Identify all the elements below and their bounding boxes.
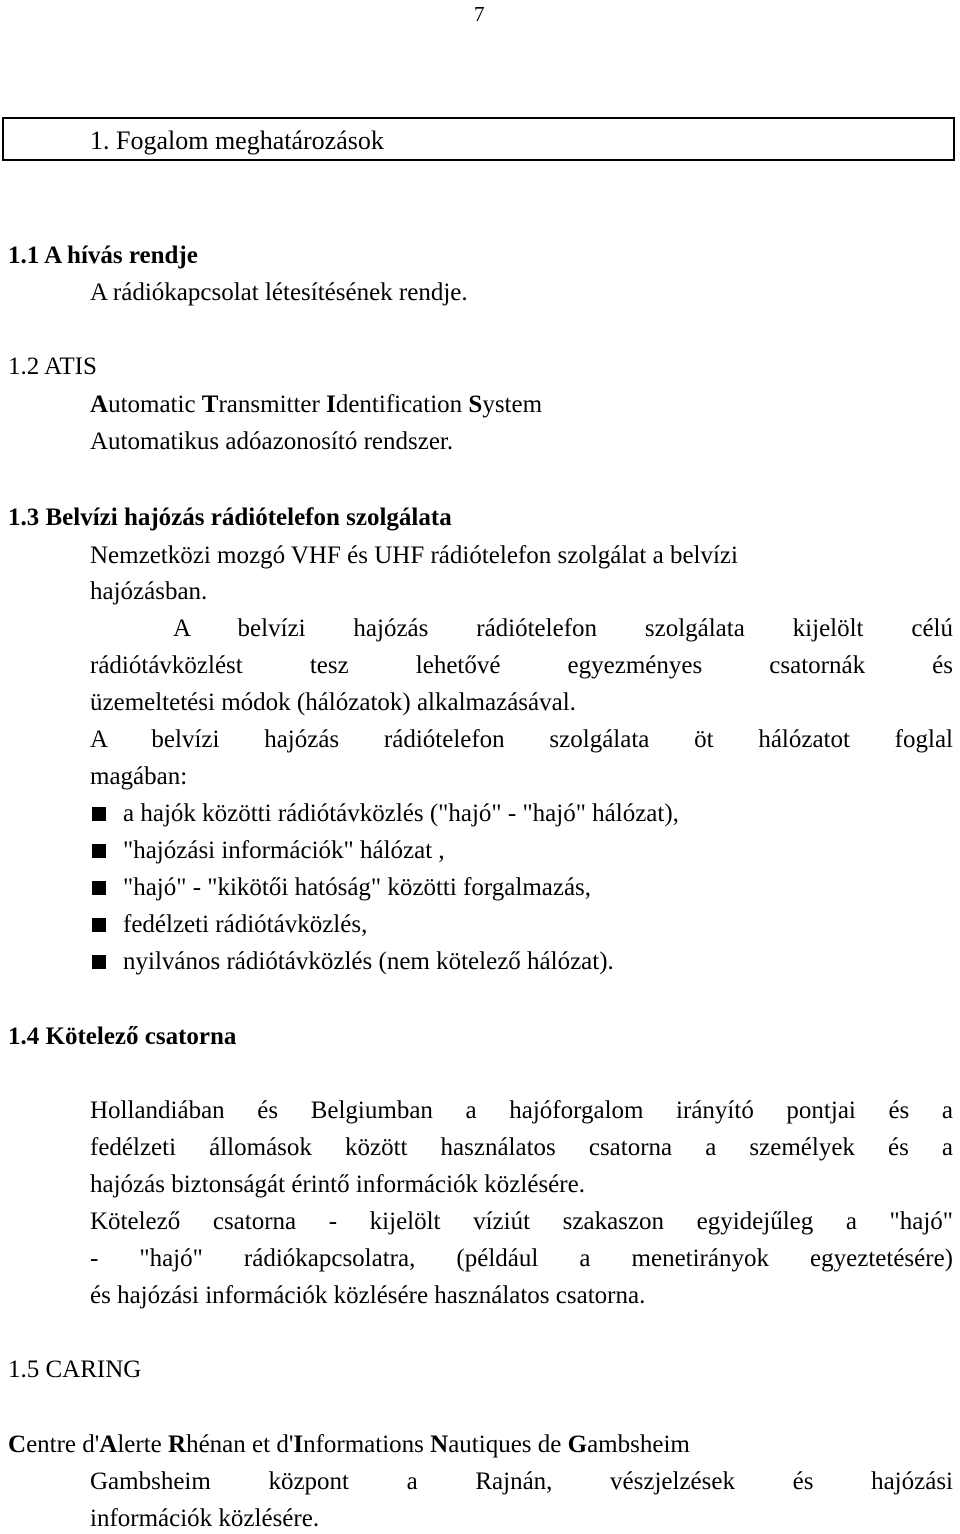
list-item: "hajózási információk" hálózat , xyxy=(123,837,445,864)
acronym-letter: S xyxy=(468,391,483,418)
paragraph-line: és hajózási információk közlésére használatos csatorna. xyxy=(90,1282,646,1309)
paragraph-line: rádiótávközlést tesz lehetővé egyezményes csatornák és xyxy=(90,652,953,679)
acronym-word: entre d' xyxy=(26,1431,100,1458)
square-bullet-icon xyxy=(92,955,106,969)
paragraph-line: - "hajó" rádiókapcsolatra, (például a menetirányok egyeztetésére) xyxy=(90,1245,953,1272)
acronym-letter: I xyxy=(326,391,336,418)
list-item: "hajó" - "kikötői hatóság" közötti forgalmazás, xyxy=(123,874,592,901)
acronym-word: ambsheim xyxy=(587,1431,690,1458)
atis-expansion xyxy=(90,390,542,420)
paragraph-line: Kötelező csatorna - kijelölt víziút szakaszon egyidejűleg a "hajó" xyxy=(90,1208,953,1235)
acronym-letter: C xyxy=(8,1431,27,1458)
acronym-letter: I xyxy=(293,1431,304,1458)
list-item: a hajók közötti rádiótávközlés ("hajó" - "hajó" hálózat), xyxy=(123,800,679,827)
definition-line: hajózásban. xyxy=(90,578,208,605)
section-heading-1-2: 1.2 ATIS xyxy=(8,353,97,380)
page-number: 7 xyxy=(474,2,485,26)
definition-line: Nemzetközi mozgó VHF és UHF rádiótelefon szolgálat a belvízi xyxy=(90,542,738,569)
acronym-word: ransmitter xyxy=(218,391,327,418)
paragraph-line: üzemeltetési módok (hálózatok) alkalmazásával. xyxy=(90,689,576,716)
section-heading-1-5: 1.5 CARING xyxy=(8,1356,142,1383)
paragraph-line: magában: xyxy=(90,763,188,790)
acronym-letter: T xyxy=(201,391,219,418)
acronym-word: nformations xyxy=(303,1431,431,1458)
paragraph-line: információk közlésére. xyxy=(90,1505,320,1532)
acronym-letter: G xyxy=(567,1431,588,1458)
square-bullet-icon xyxy=(92,807,106,821)
paragraph-line: fedélzeti állomások között használatos csatorna a személyek és a xyxy=(90,1134,953,1161)
section-heading-1-3: 1.3 Belvízi hajózás rádiótelefon szolgálata xyxy=(8,504,452,531)
chapter-title: 1. Fogalom meghatározások xyxy=(90,126,384,155)
section-heading-1-4: 1.4 Kötelező csatorna xyxy=(8,1023,237,1050)
square-bullet-icon xyxy=(92,918,106,932)
acronym-word: dentification xyxy=(335,391,469,418)
acronym-letter: N xyxy=(430,1431,449,1458)
square-bullet-icon xyxy=(92,881,106,895)
paragraph-line: A belvízi hajózás rádiótelefon szolgálata kijelölt célú xyxy=(173,615,953,642)
acronym-word: utomatic xyxy=(108,391,202,418)
acronym-word: autiques de xyxy=(448,1431,568,1458)
paragraph-line: Hollandiában és Belgiumban a hajóforgalom irányító pontjai és a xyxy=(90,1097,953,1124)
acronym-word: ystem xyxy=(482,391,543,418)
paragraph-line: A belvízi hajózás rádiótelefon szolgálata öt hálózatot foglal xyxy=(90,726,953,753)
acronym-letter: A xyxy=(90,391,109,418)
acronym-letter: A xyxy=(99,1431,118,1458)
paragraph-line: hajózás biztonságát érintő információk közlésére. xyxy=(90,1171,585,1198)
atis-translation: Automatikus adóazonosító rendszer. xyxy=(90,428,454,455)
list-item: fedélzeti rádiótávközlés, xyxy=(123,911,368,938)
caring-expansion xyxy=(8,1430,690,1460)
square-bullet-icon xyxy=(92,844,106,858)
acronym-word: lerte xyxy=(117,1431,169,1458)
acronym-word: hénan et d' xyxy=(186,1431,294,1458)
paragraph-line: Gambsheim központ a Rajnán, vészjelzések és hajózási xyxy=(90,1468,953,1495)
acronym-letter: R xyxy=(168,1431,187,1458)
section-text-1-1: A rádiókapcsolat létesítésének rendje. xyxy=(90,279,468,306)
list-item: nyilvános rádiótávközlés (nem kötelező hálózat). xyxy=(123,948,614,975)
section-heading-1-1: 1.1 A hívás rendje xyxy=(8,242,198,269)
